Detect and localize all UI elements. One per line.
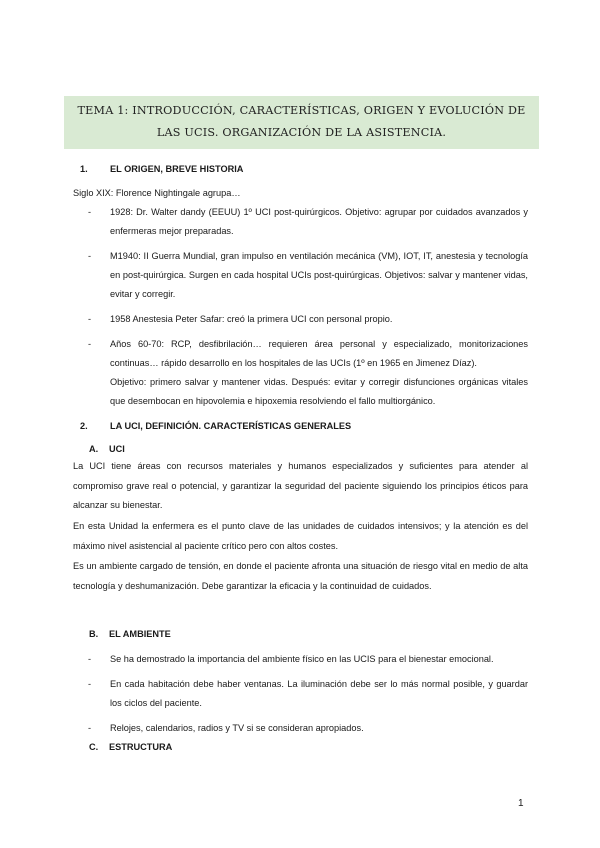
subsection-c-letter: C. xyxy=(89,742,99,752)
bullet-dash: - xyxy=(88,251,92,261)
list-item-text: Años 60-70: RCP, desfibrilación… requieren área personal y especializado, monitorizaciones continuas… rápido desarrollo en los hospitales de las UCIs (1º en 1965 en Jimenez Díaz). xyxy=(110,339,528,368)
objective-block xyxy=(88,373,528,411)
bullet-dash: - xyxy=(88,207,92,217)
title-banner xyxy=(64,96,539,149)
list-item xyxy=(88,650,528,669)
list-item xyxy=(88,203,528,241)
list-item xyxy=(88,675,528,713)
ambiente-list xyxy=(88,650,528,744)
objective-text: Objetivo: primero salvar y mantener vidas. Después: evitar y corregir disfunciones orgánicas vitales que desembocan en hipovolemia e hipoxemia resolviendo el fallo multiorgánico. xyxy=(110,377,528,406)
uci-paragraph: La UCI tiene áreas con recursos materiales y humanos especializados y suficientes para atender al compromiso grave real o potencial, y garantizar la seguridad del paciente siguiendo los principios éticos para alcanzar su bienestar. xyxy=(73,461,528,510)
document-title: TEMA 1: INTRODUCCIÓN, CARACTERÍSTICAS, ORIGEN Y EVOLUCIÓN DE LAS UCIS. ORGANIZACIÓN DE LA ASISTENCIA. xyxy=(77,104,526,139)
section-1-number: 1. xyxy=(80,164,88,174)
bullet-dash: - xyxy=(88,314,92,324)
subsection-b-letter: B. xyxy=(89,629,99,639)
bullet-dash: - xyxy=(88,723,92,733)
section-1-intro: Siglo XIX: Florence Nightingale agrupa… xyxy=(73,188,241,198)
uci-paragraph: En esta Unidad la enfermera es el punto clave de las unidades de cuidados intensivos; y la atención es del máximo nivel asistencial al paciente crítico pero con altos costes. xyxy=(73,521,528,551)
section-2-heading xyxy=(80,420,351,434)
list-item xyxy=(88,335,528,373)
uci-paragraph: Es un ambiente cargado de tensión, en donde el paciente afronta una situación de riesgo vital en medio de alta tecnología y deshumanización. Debe garantizar la eficacia y la continuidad de cuidados. xyxy=(73,561,528,591)
bullet-dash: - xyxy=(88,339,92,349)
section-1-title: EL ORIGEN, BREVE HISTORIA xyxy=(110,164,244,174)
subsection-a-heading xyxy=(89,443,125,457)
list-item-text: En cada habitación debe haber ventanas. La iluminación debe ser lo más normal posible, y guardar los ciclos del paciente. xyxy=(110,679,528,708)
subsection-a-letter: A. xyxy=(89,444,99,454)
list-item xyxy=(88,310,528,329)
subsection-a-title: UCI xyxy=(109,444,125,454)
page-number: 1 xyxy=(518,798,524,809)
list-item xyxy=(88,247,528,304)
list-item-text: Relojes, calendarios, radios y TV si se consideran apropiados. xyxy=(110,723,364,733)
subsection-c-heading xyxy=(89,741,172,755)
list-item xyxy=(88,719,528,738)
subsection-b-heading xyxy=(89,628,171,642)
bullet-dash: - xyxy=(88,654,92,664)
subsection-c-title: ESTRUCTURA xyxy=(109,742,173,752)
list-item-text: 1958 Anestesia Peter Safar: creó la primera UCI con personal propio. xyxy=(110,314,393,324)
section-1-heading xyxy=(80,163,243,177)
list-item-text: Se ha demostrado la importancia del ambiente físico en las UCIS para el bienestar emocional. xyxy=(110,654,494,664)
history-list xyxy=(88,203,528,417)
bullet-dash: - xyxy=(88,679,92,689)
section-2-number: 2. xyxy=(80,421,88,431)
list-item-text: 1928: Dr. Walter dandy (EEUU) 1º UCI post-quirúrgicos. Objetivo: agrupar por cuidados avanzados y enfermeras mejor preparadas. xyxy=(110,207,528,236)
section-2-title: LA UCI, DEFINICIÓN. CARACTERÍSTICAS GENERALES xyxy=(110,421,352,431)
subsection-b-title: EL AMBIENTE xyxy=(109,629,171,639)
list-item-text: M1940: II Guerra Mundial, gran impulso en ventilación mecánica (VM), IOT, IT, anestesia y tecnología en post-quirúrgica. Surgen en cada hospital UCIs post-quirúrgicas. Objetivos: salvar y mantener vidas, evitar y corregir. xyxy=(110,251,528,299)
